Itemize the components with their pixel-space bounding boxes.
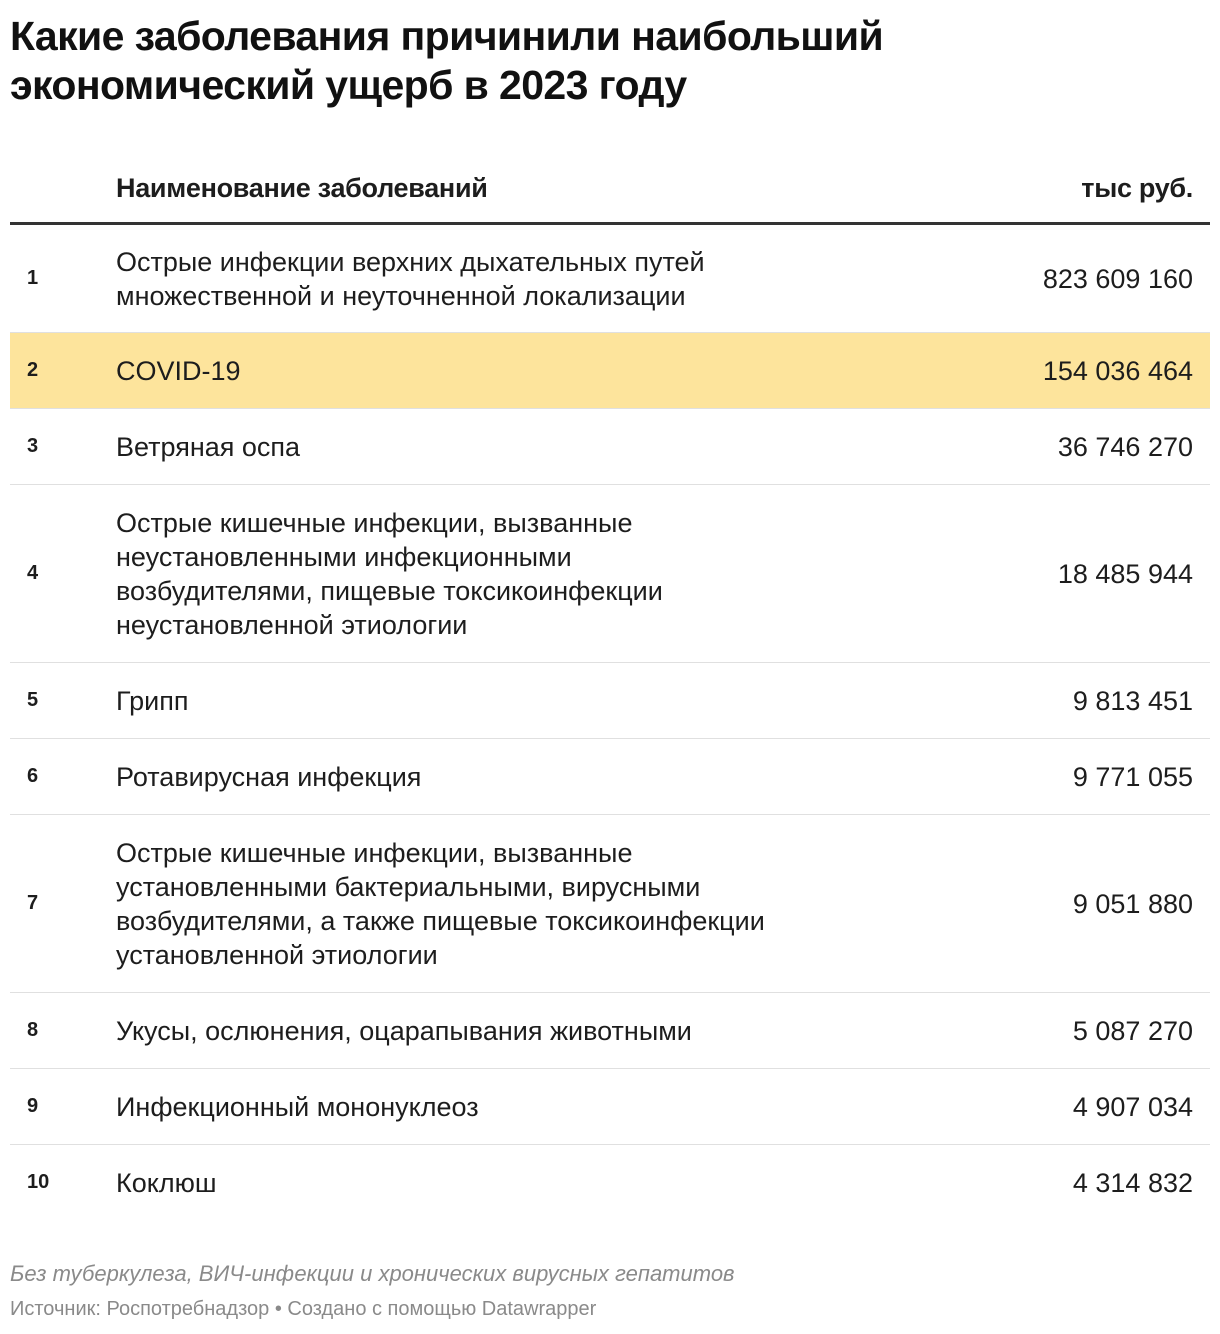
datawrapper-credit[interactable]: Создано с помощью Datawrapper bbox=[287, 1298, 597, 1320]
row-cost-value: 823 609 160 bbox=[1042, 263, 1193, 294]
source-label: Источник: bbox=[10, 1298, 101, 1320]
table-row bbox=[10, 739, 1210, 815]
row-rank: 9 bbox=[27, 1095, 39, 1117]
row-rank: 1 bbox=[27, 267, 39, 289]
row-rank: 5 bbox=[27, 689, 39, 711]
row-cost-value: 9 813 451 bbox=[1072, 685, 1193, 716]
table-note: Без туберкулеза, ВИЧ-инфекции и хронических вирусных гепатитов bbox=[10, 1261, 735, 1286]
column-header-value[interactable]: тыс руб. bbox=[1081, 173, 1193, 203]
row-rank: 8 bbox=[27, 1019, 39, 1041]
row-disease-name: Острые кишечные инфекции, вызванные неустановленными инфекционными возбудителями, пищевые токсикоинфекции неустановленной этиологии bbox=[116, 507, 663, 640]
table-row bbox=[10, 1145, 1210, 1220]
row-cost-value: 4 314 832 bbox=[1072, 1167, 1193, 1198]
row-cost-value: 154 036 464 bbox=[1042, 355, 1193, 386]
table-footer bbox=[10, 1296, 596, 1322]
row-rank: 7 bbox=[27, 892, 39, 914]
table-row bbox=[10, 815, 1210, 993]
row-disease-name: Острые кишечные инфекции, вызванные установленными бактериальными, вирусными возбудителями, а также пищевые токсикоинфекции установленной этиологии bbox=[116, 837, 765, 970]
row-disease-name: Грипп bbox=[116, 685, 189, 716]
row-disease-name: Ветряная оспа bbox=[116, 431, 301, 462]
row-cost-value: 36 746 270 bbox=[1057, 431, 1193, 462]
row-cost-value: 18 485 944 bbox=[1057, 558, 1193, 589]
table-row bbox=[10, 993, 1210, 1069]
row-disease-name: Ротавирусная инфекция bbox=[116, 761, 422, 792]
table-row bbox=[10, 225, 1210, 333]
row-rank: 10 bbox=[27, 1171, 50, 1193]
table-row bbox=[10, 409, 1210, 485]
row-disease-name: Инфекционный мононуклеоз bbox=[116, 1091, 479, 1122]
table-body bbox=[10, 225, 1210, 1220]
row-rank: 4 bbox=[27, 562, 39, 584]
row-cost-value: 4 907 034 bbox=[1072, 1091, 1193, 1122]
row-rank: 3 bbox=[27, 435, 39, 457]
table-row bbox=[10, 1069, 1210, 1145]
column-header-name[interactable]: Наименование заболеваний bbox=[116, 173, 488, 203]
row-cost-value: 9 051 880 bbox=[1072, 888, 1193, 919]
table-row bbox=[10, 333, 1210, 409]
row-rank: 6 bbox=[27, 765, 39, 787]
chart-title: Какие заболевания причинили наибольший экономический ущерб в 2023 году bbox=[10, 13, 884, 108]
table-row bbox=[10, 663, 1210, 739]
source-name[interactable]: Роспотребнадзор bbox=[106, 1298, 270, 1320]
row-disease-name: COVID-19 bbox=[116, 355, 241, 386]
row-disease-name: Укусы, ослюнения, оцарапывания животными bbox=[116, 1015, 692, 1046]
row-cost-value: 5 087 270 bbox=[1072, 1015, 1193, 1046]
table-header bbox=[10, 150, 1210, 225]
row-disease-name: Коклюш bbox=[116, 1167, 217, 1198]
row-cost-value: 9 771 055 bbox=[1072, 761, 1193, 792]
footer-separator: • bbox=[274, 1298, 282, 1320]
table-row bbox=[10, 485, 1210, 663]
row-disease-name: Острые инфекции верхних дыхательных путей множественной и неуточненной локализации bbox=[116, 246, 705, 311]
row-rank: 2 bbox=[27, 359, 39, 381]
disease-cost-table bbox=[10, 150, 1210, 1220]
